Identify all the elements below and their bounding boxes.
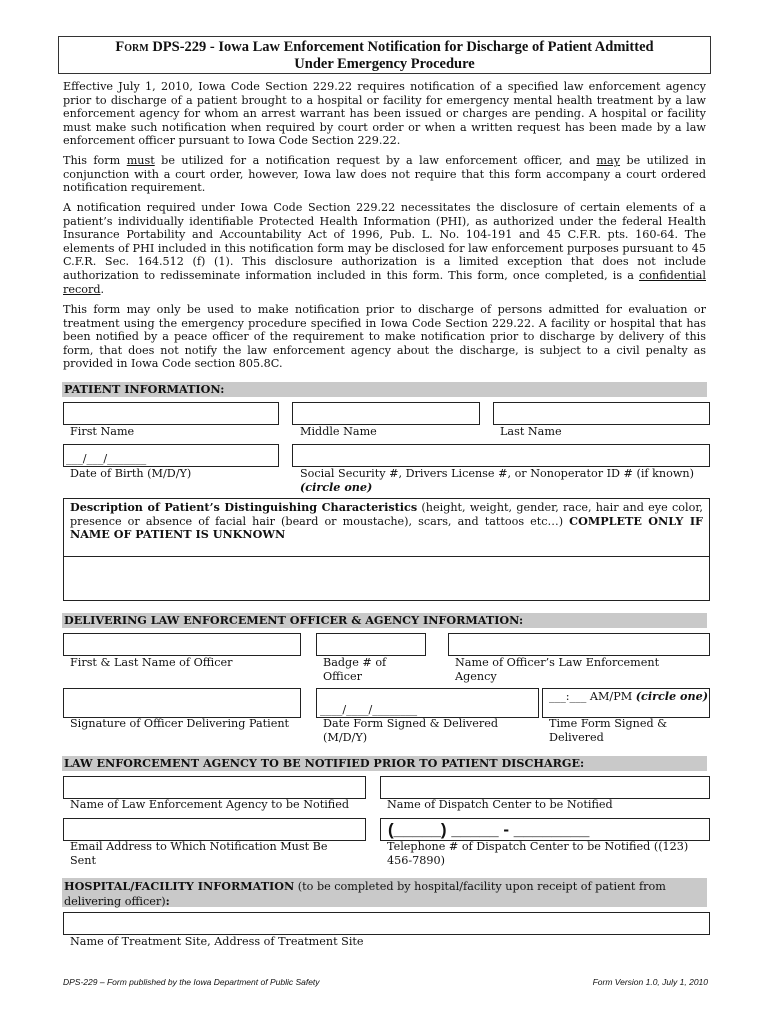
intro-paragraph-2 [63, 154, 706, 195]
patient-description-label [70, 501, 703, 542]
desc-bold: Description of Patient’s Distinguishing Characteristics [70, 500, 418, 514]
dispatch-center-label: Name of Dispatch Center to be Notified [387, 798, 613, 811]
p3-text-a: A notification required under Iowa Code Section 229.22 necessitates the disclosure of certain elements of a patient’s individually identifiable Protected Health Information (PHI), as authorized under the federal Health Insurance Portability and Accountability Act of 1996, Pub. L. No. 104-191 and 45 C.F.R. pts. 160-64. The elements of PHI included in this notification form may be disclosed for law enforcement purposes pursuant to 45 C.F.R. Sec. 164.512 (f) (1). This disclosure authorization is a limited exception that does not include authorization to redisseminate information included in this form. This form, once completed, is a [63, 201, 706, 282]
title-line1: DPS-229 - Iowa Law Enforcement Notification for Discharge of Patient Admitted [152, 39, 654, 55]
dispatch-center-input[interactable] [380, 776, 710, 799]
last-name-label: Last Name [500, 425, 562, 438]
p2-text-a: This form [63, 154, 127, 167]
first-name-label: First Name [70, 425, 135, 438]
footer-publisher: DPS-229 – Form published by the Iowa Department of Public Safety [63, 977, 320, 987]
p3-end: . [100, 282, 105, 296]
last-name-input[interactable] [493, 402, 710, 425]
middle-name-label: Middle Name [300, 425, 377, 438]
notify-agency-input[interactable] [63, 776, 366, 799]
email-input[interactable] [63, 818, 366, 841]
officer-agency-label: Name of Officer’s Law Enforcement Agency [455, 656, 660, 683]
dob-input[interactable] [63, 444, 279, 467]
email-label: Email Address to Which Notification Must Be Sent [70, 840, 328, 867]
p2-must: must [126, 154, 155, 167]
badge-number-label: Badge # of Officer [323, 656, 387, 683]
p2-text-c: be utilized in conjunction with a court order, however, Iowa law does not require that this form accompany a court ordered notification requirement. [63, 154, 706, 195]
dispatch-phone-label: Telephone # of Dispatch Center to be Notified ((123) 456-7890) [387, 840, 689, 867]
desc-text: (height, weight, gender, race, hair and eye color, presence or absence of facial hair (beard or moustache), scars, and tattoos etc…) [70, 501, 703, 528]
date-signed-label: Date Form Signed & Delivered (M/D/Y) [323, 717, 498, 744]
form-title [58, 36, 711, 74]
facility-section-heading [62, 878, 707, 907]
agency-section-heading: LAW ENFORCEMENT AGENCY TO BE NOTIFIED PRIOR TO PATIENT DISCHARGE: [62, 756, 707, 771]
form-word: Form [115, 39, 149, 55]
dispatch-phone-input[interactable] [380, 818, 710, 841]
treatment-site-input[interactable] [63, 912, 710, 935]
p2-text-b: be utilized for a notification request by a law enforcement officer, and [154, 154, 597, 167]
officer-signature-input[interactable] [63, 688, 301, 718]
facility-heading-rest: (to be completed by hospital/facility upon receipt of patient from delivering officer) [64, 880, 666, 908]
intro-paragraph-3 [63, 201, 706, 296]
dob-label: Date of Birth (M/D/Y) [70, 467, 192, 480]
treatment-site-label: Name of Treatment Site, Address of Treatment Site [70, 935, 364, 948]
intro-paragraph-1: Effective July 1, 2010, Iowa Code Section 229.22 requires notification of a specified law enforcement agency prior to discharge of a patient brought to a hospital or facility for emergency mental health treatment by a law enforcement agency for whom an arrest warrant has been issued or charges are pending. A hospital or facility must make such notification when required by court order or when a written request has been made by a law enforcement officer pursuant to Iowa Code Section 229.22. [63, 80, 706, 148]
officer-section-heading: DELIVERING LAW ENFORCEMENT OFFICER & AGENCY INFORMATION: [62, 613, 707, 628]
facility-heading-bold: HOSPITAL/FACILITY INFORMATION [64, 879, 295, 893]
p2-may: may [596, 154, 621, 167]
time-circle-one: (circle one) [635, 689, 709, 703]
facility-heading-colon: : [165, 894, 170, 908]
id-number-label [300, 467, 708, 494]
officer-name-input[interactable] [63, 633, 301, 656]
date-signed-blank: ____/____/________ [320, 703, 418, 716]
title-line2: Under Emergency Procedure [294, 56, 475, 72]
patient-section-heading: PATIENT INFORMATION: [62, 382, 707, 397]
p3-confidential-record: confidential record [63, 268, 706, 296]
notify-agency-label: Name of Law Enforcement Agency to be Notified [70, 798, 350, 811]
dob-blank: ___/___/_______ [66, 452, 147, 465]
date-signed-input[interactable] [316, 688, 539, 718]
officer-agency-input[interactable] [448, 633, 710, 656]
intro-paragraph-4: This form may only be used to make notification prior to discharge of persons admitted for evaluation or treatment using the emergency procedure specified in Iowa Code Section 229.22. A facility or hospital that has been notified by a peace officer of the requirement to make notification prior to discharge by delivery of this form, that does not notify the law enforcement agency about the discharge, is subject to a civil penalty as provided in Iowa Code section 805.8C. [63, 303, 706, 371]
id-number-input[interactable] [292, 444, 710, 467]
id-number-label-text: Social Security #, Drivers License #, or Nonoperator ID # (if known) [300, 467, 694, 480]
time-blank-text: ___:___ AM/PM [549, 690, 636, 703]
footer-version: Form Version 1.0, July 1, 2010 [592, 977, 708, 987]
time-signed-input[interactable] [542, 688, 710, 718]
id-circle-one: (circle one) [300, 479, 373, 494]
desc-bold-unknown: COMPLETE ONLY IF NAME OF PATIENT IS UNKNOWN [70, 513, 703, 542]
first-name-input[interactable] [63, 402, 279, 425]
time-signed-label: Time Form Signed & Delivered [549, 717, 668, 744]
officer-signature-label: Signature of Officer Delivering Patient [70, 717, 290, 730]
patient-description-box[interactable] [63, 498, 710, 601]
time-signed-blank [549, 690, 709, 704]
badge-number-input[interactable] [316, 633, 426, 656]
middle-name-input[interactable] [292, 402, 480, 425]
officer-name-label: First & Last Name of Officer [70, 656, 233, 669]
phone-blank: (_____) _____ - ________ [388, 820, 590, 839]
